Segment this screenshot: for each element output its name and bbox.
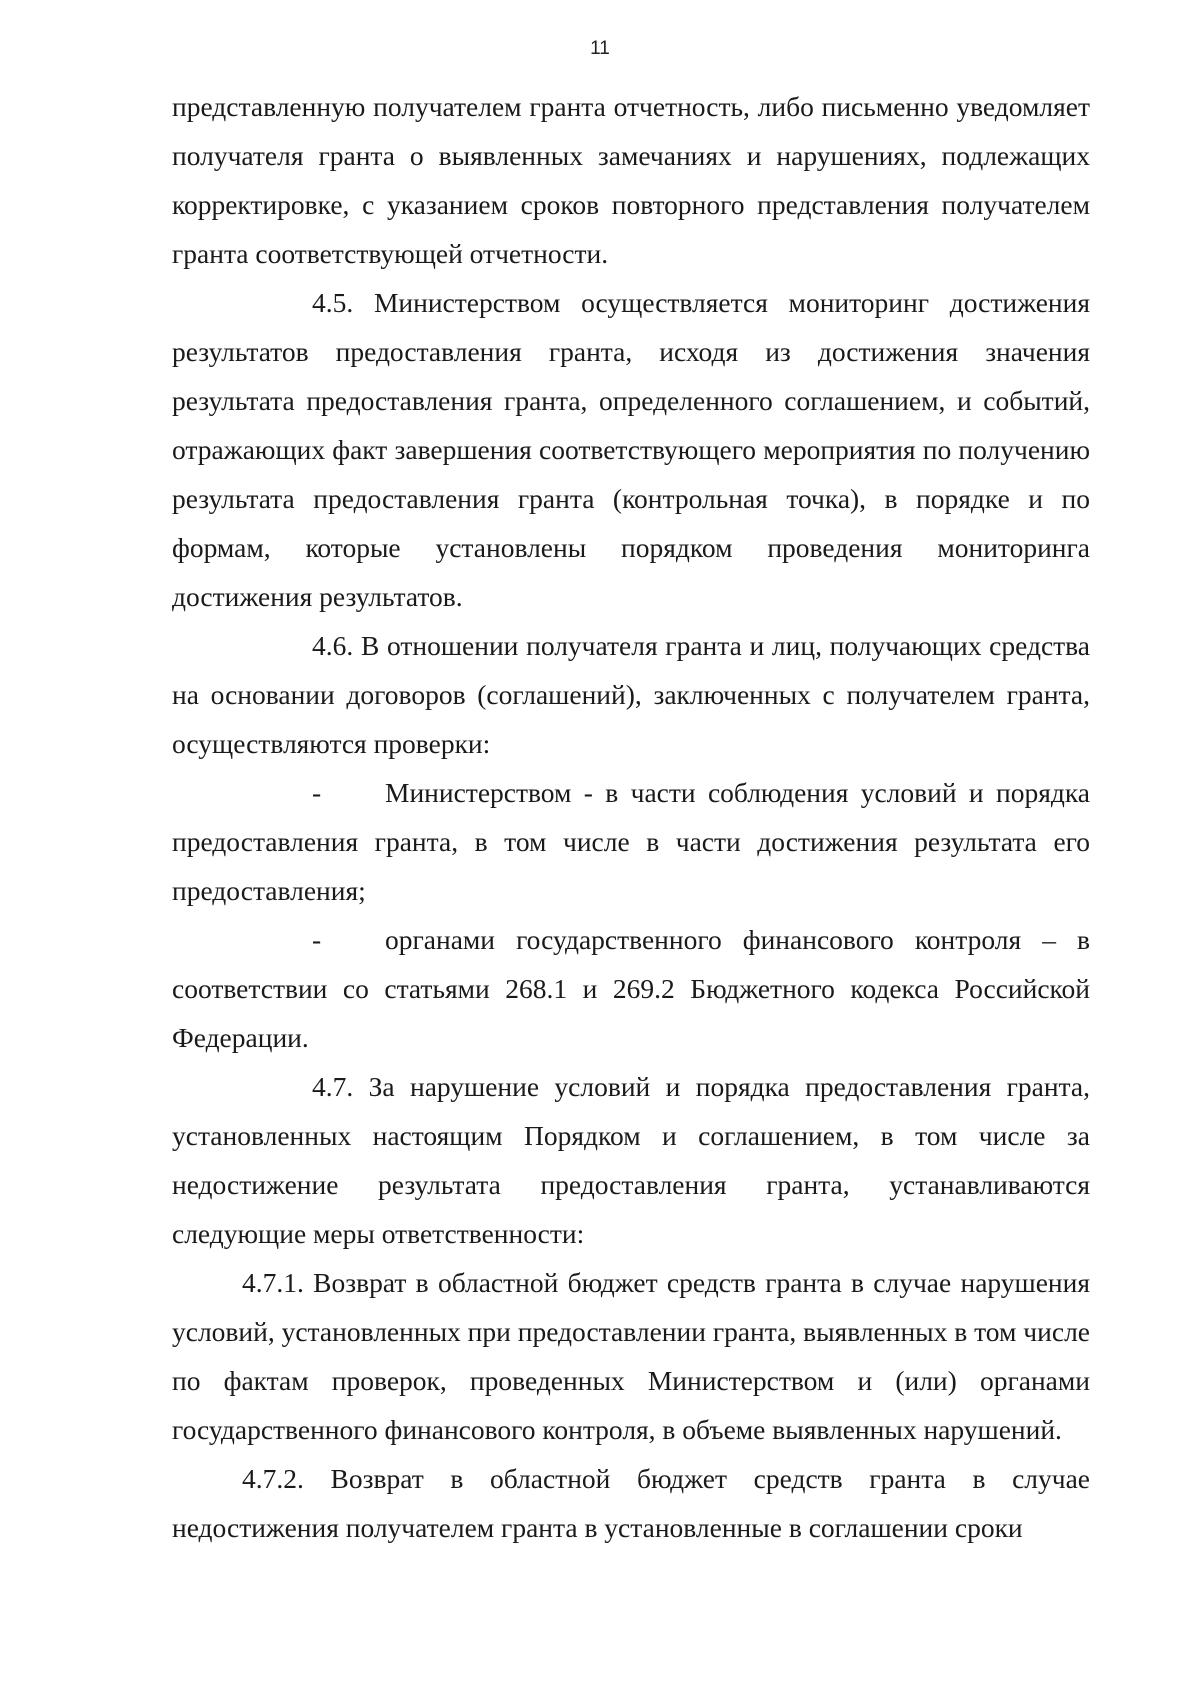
- paragraph-text: В отношении получателя гранта и лиц, получающих средства на основании договоров (соглашений), заключенных с получателем гранта, осуществляются проверки:: [172, 630, 1090, 759]
- list-item-ministry-checks: [172, 768, 1090, 915]
- paragraph-number: 4.7.: [312, 1071, 354, 1102]
- paragraph-4-6: [172, 621, 1090, 768]
- paragraph-text: За нарушение условий и порядка предоставления гранта, установленных настоящим Порядком и соглашением, в том числе за недостижение результата предоставления гранта, устанавливаются следующие меры ответственности:: [172, 1071, 1090, 1249]
- paragraph-continuation: представленную получателем гранта отчетность, либо письменно уведомляет получателя гранта о выявленных замечаниях и нарушениях, подлежащих корректировке, с указанием сроков повторного представления получателем гранта соответствующей отчетности.: [172, 91, 1090, 269]
- list-dash: -: [312, 777, 322, 808]
- paragraph-4-7: [172, 1062, 1090, 1258]
- list-item-text: Министерством - в части соблюдения условий и порядка предоставления гранта, в том числе в части достижения результата его предоставления;: [172, 777, 1090, 906]
- paragraph-4-5: [172, 278, 1090, 621]
- paragraph-number: 4.6.: [312, 630, 354, 661]
- paragraph-number: 4.7.1.: [242, 1267, 304, 1298]
- paragraph-number: 4.7.2.: [242, 1463, 304, 1494]
- document-body: [172, 82, 1090, 1552]
- paragraph-text: Возврат в областной бюджет средств гранта в случае недостижения получателем гранта в установленные в соглашении сроки: [172, 1463, 1090, 1543]
- paragraph-4-7-2: [172, 1454, 1090, 1552]
- list-item-financial-control: [172, 915, 1090, 1062]
- list-item-text: органами государственного финансового контроля – в соответствии со статьями 268.1 и 269.2 Бюджетного кодекса Российской Федерации.: [172, 924, 1090, 1053]
- paragraph-text: Министерством осуществляется мониторинг достижения результатов предоставления гранта, исходя из достижения значения результата предоставления гранта, определенного соглашением, и событий, отражающих факт завершения соответствующего мероприятия по получению результата предоставления гранта (контрольная точка), в порядке и по формам, которые установлены порядком проведения мониторинга достижения результатов.: [172, 287, 1091, 612]
- page-number: 11: [590, 38, 610, 59]
- paragraph-text: Возврат в областной бюджет средств гранта в случае нарушения условий, установленных при предоставлении гранта, выявленных в том числе по фактам проверок, проведенных Министерством и (или) органами государственного финансового контроля, в объеме выявленных нарушений.: [172, 1267, 1091, 1445]
- list-dash: -: [312, 924, 322, 955]
- paragraph-4-7-1: [172, 1258, 1090, 1454]
- paragraph-number: 4.5.: [312, 287, 354, 318]
